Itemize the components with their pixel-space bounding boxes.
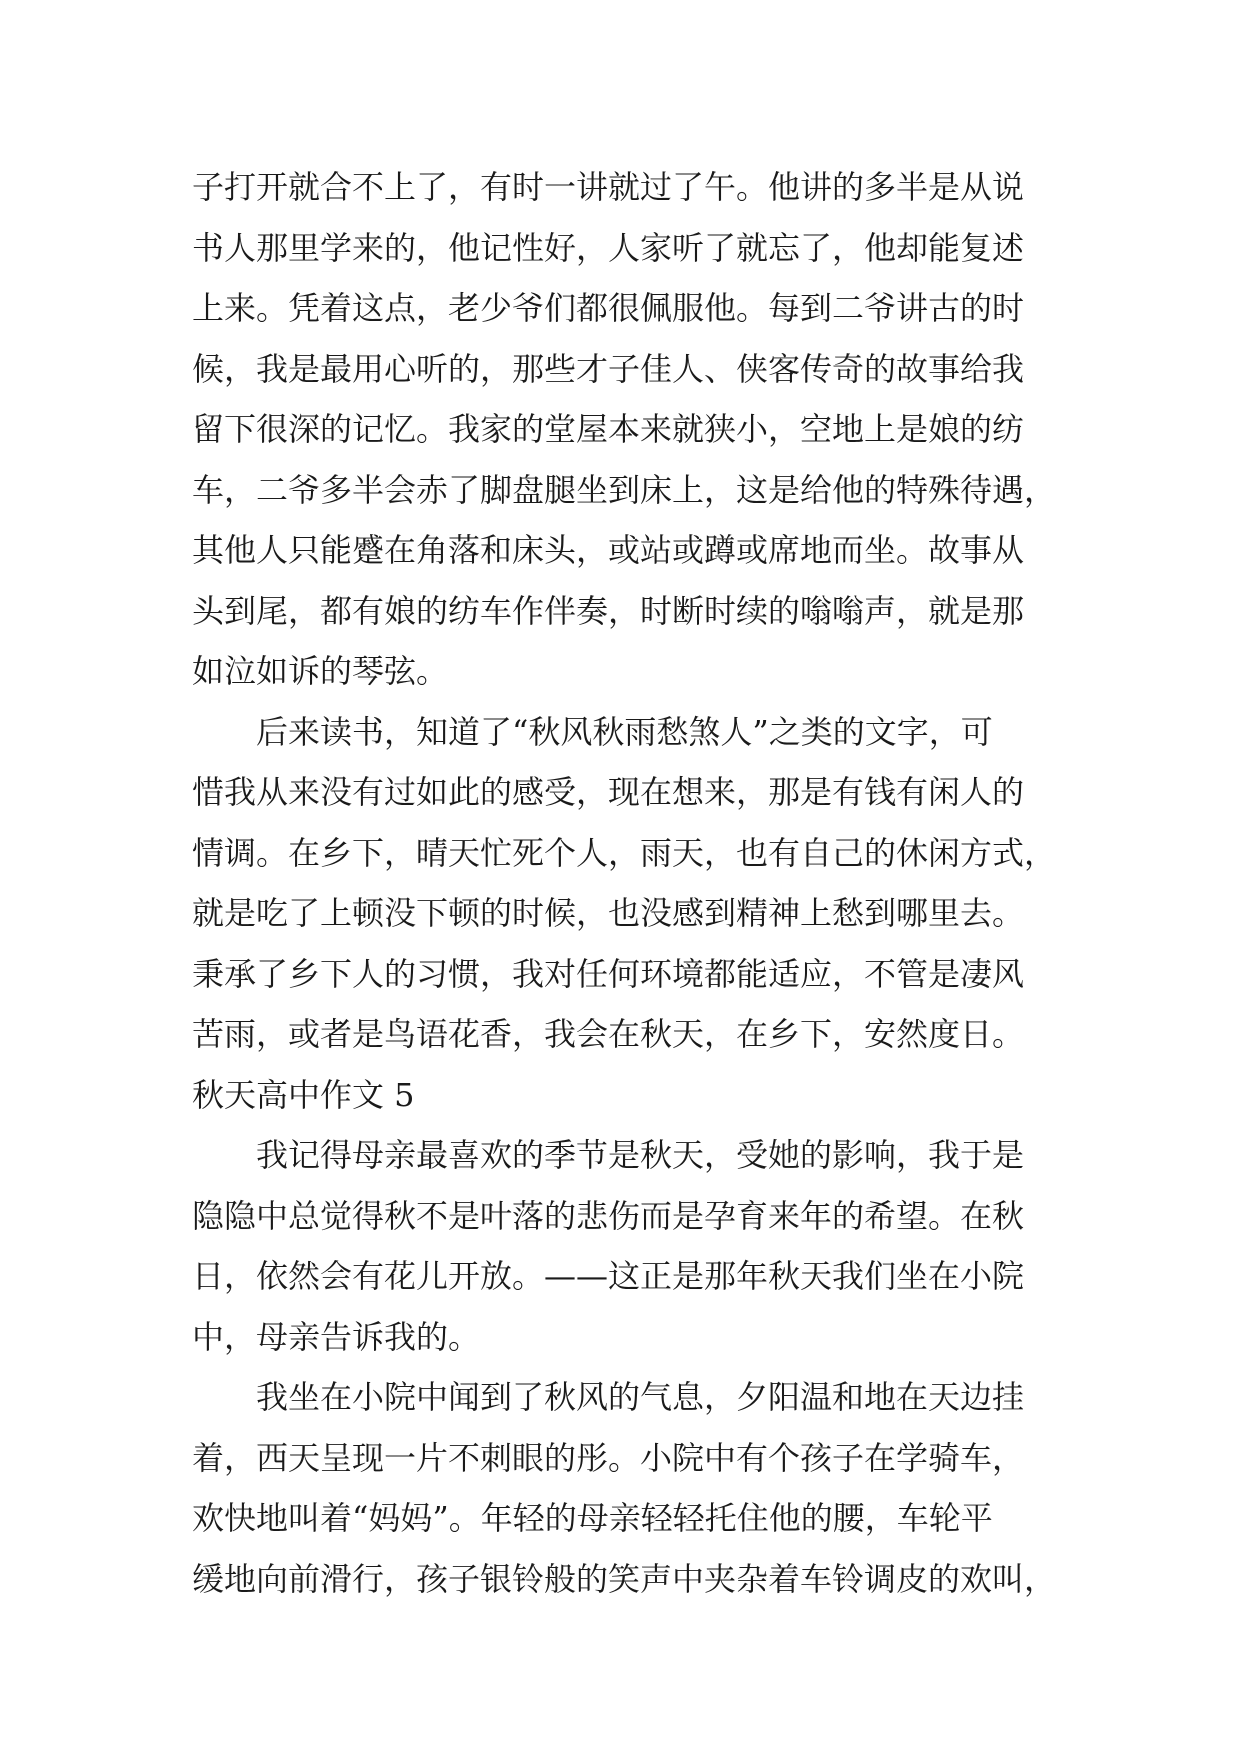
text-line: 子打开就合不上了，有时一讲就过了午。他讲的多半是从说: [192, 168, 1025, 206]
text-line: 隐隐中总觉得秋不是叶落的悲伤而是孕育来年的希望。在秋: [192, 1196, 1025, 1235]
text-line: 中，母亲告诉我的。: [192, 1317, 481, 1356]
text-line: 如泣如诉的琴弦。: [192, 652, 449, 690]
text-line: 候，我是最用心听的，那些才子佳人、侠客传奇的故事给我: [192, 349, 1025, 388]
text-line: 情调。在乡下，晴天忙死个人，雨天，也有自己的休闲方式，: [192, 833, 1057, 872]
text-line: 日，依然会有花儿开放。——这正是那年秋天我们坐在小院: [192, 1257, 1025, 1295]
paragraph-first-line: 我坐在小院中闻到了秋风的气息，夕阳温和地在天边挂: [256, 1378, 1025, 1416]
text-line: 着，西天呈现一片不刺眼的彤。小院中有个孩子在学骑车，: [192, 1438, 1025, 1477]
text-line: 苦雨，或者是鸟语花香，我会在秋天，在乡下，安然度日。: [192, 1015, 1025, 1053]
text-line: 书人那里学来的，他记性好，人家听了就忘了，他却能复述: [192, 228, 1025, 267]
document-body: [192, 157, 1062, 1609]
text-line: 车，二爷多半会赤了脚盘腿坐到床上，这是给他的特殊待遇，: [192, 470, 1057, 509]
text-line: 缓地向前滑行，孩子银铃般的笑声中夹杂着车铃调皮的欢叫，: [192, 1559, 1057, 1598]
paragraph-first-line: 后来读书，知道了“秋风秋雨愁煞人”之类的文字，可: [256, 712, 993, 751]
text-line: 其他人只能蹙在角落和床头，或站或蹲或席地而坐。故事从: [192, 531, 1025, 569]
text-line: 惜我从来没有过如此的感受，现在想来，那是有钱有闲人的: [192, 773, 1025, 811]
text-line: 就是吃了上顿没下顿的时候，也没感到精神上愁到哪里去。: [192, 894, 1025, 932]
text-line: 头到尾，都有娘的纺车作伴奏，时断时续的嗡嗡声，就是那: [192, 591, 1025, 630]
text-line: 上来。凭着这点，老少爷们都很佩服他。每到二爷讲古的时: [192, 289, 1025, 327]
section-heading: 秋天高中作文 5: [192, 1075, 415, 1114]
paragraph-first-line: 我记得母亲最喜欢的季节是秋天，受她的影响，我于是: [256, 1136, 1025, 1174]
text-line: 欢快地叫着“妈妈”。年轻的母亲轻轻托住他的腰，车轮平: [192, 1499, 993, 1537]
text-line: 留下很深的记忆。我家的堂屋本来就狭小，空地上是娘的纺: [192, 410, 1025, 448]
text-line: 秉承了乡下人的习惯，我对任何环境都能适应，不管是凄风: [192, 954, 1025, 993]
